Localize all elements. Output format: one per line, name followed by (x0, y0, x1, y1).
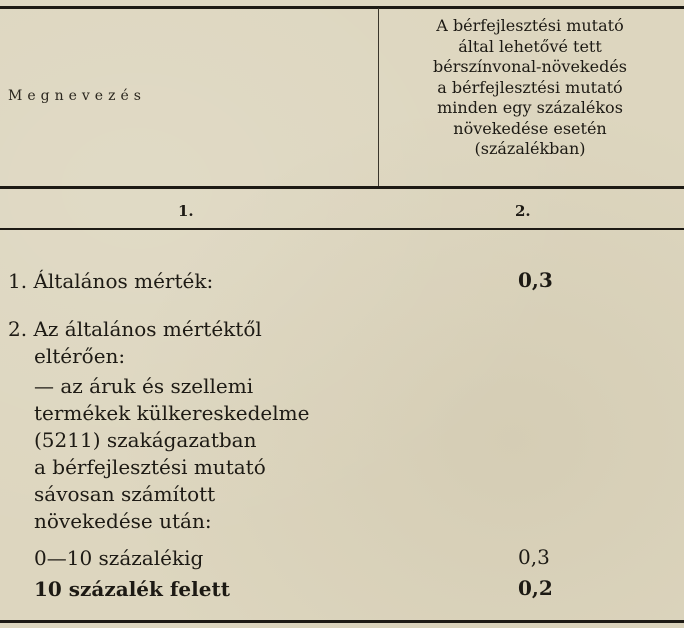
row-label-line: növekedése után: (34, 509, 212, 533)
row-label-altalanos: 1. Általános mérték: (8, 269, 214, 293)
row-label-line: eltérően: (34, 344, 126, 368)
column-number-2: 2. (515, 202, 531, 220)
row-value-altalanos: 0,3 (518, 268, 553, 292)
column-header-line: által lehetővé tett (458, 36, 602, 56)
column-header-megnevezes: Megnevezés (8, 88, 146, 104)
column-number-1: 1. (178, 202, 194, 220)
column-header-line: A bérfejlesztési mutató (436, 16, 624, 35)
row-label-0-10: 0—10 százalékig (34, 546, 204, 570)
row-label-line: (5211) szakágazatban (34, 428, 257, 452)
table-bottom-rule (0, 620, 684, 623)
row-label-10-felett: 10 százalék felett (34, 577, 230, 601)
column-header-line: bérszínvonal-növekedés (433, 57, 627, 76)
table-top-rule (0, 6, 684, 9)
column-number-rule (0, 228, 684, 230)
column-divider (378, 8, 379, 186)
header-bottom-rule (0, 186, 684, 189)
row-value-0-10: 0,3 (518, 545, 550, 569)
row-value-10-felett: 0,2 (518, 576, 553, 600)
column-header-line: minden egy százalékos (437, 98, 623, 117)
column-header-line: (százalékban) (474, 139, 586, 158)
row-label-line: a bérfejlesztési mutató (34, 455, 266, 479)
row-label-line: 2. Az általános mértéktől (8, 317, 262, 341)
column-header-line: a bérfejlesztési mutató (437, 77, 623, 97)
row-label-line: — az áruk és szellemi (34, 374, 254, 398)
column-header-line: növekedése esetén (453, 118, 607, 138)
row-label-line: termékek külkereskedelme (34, 401, 310, 425)
row-label-line: sávosan számított (34, 482, 216, 506)
column-header-berszinvonal (380, 16, 680, 160)
